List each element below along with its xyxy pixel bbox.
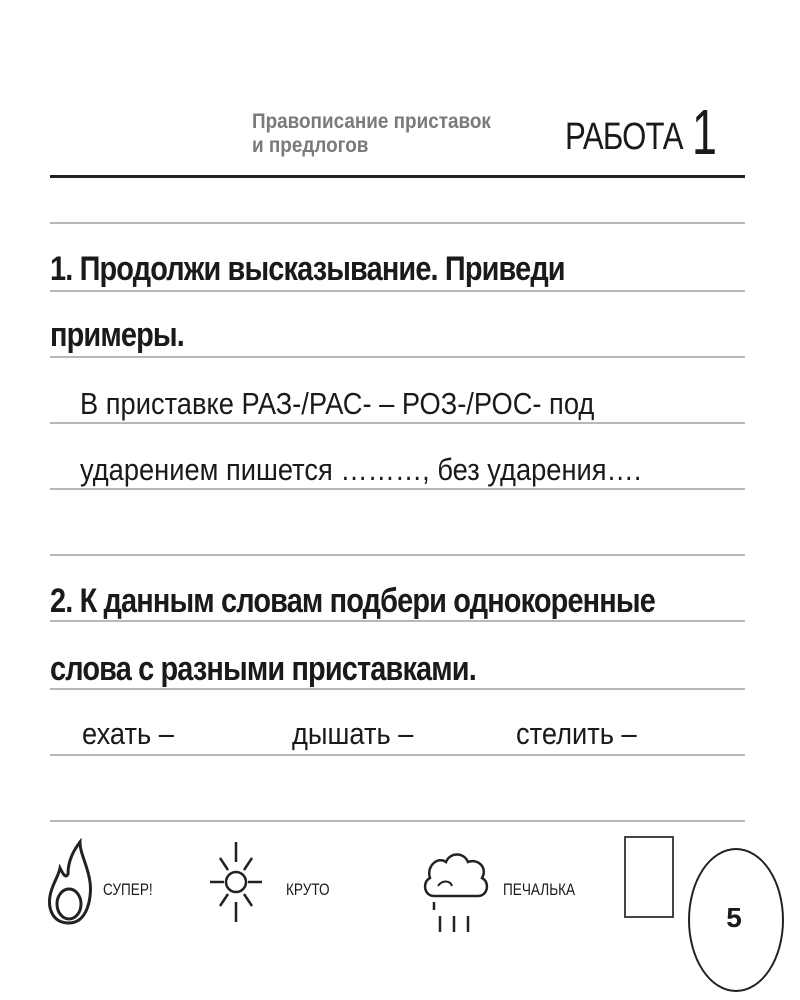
word-item: стелить – bbox=[516, 716, 637, 751]
fire-icon bbox=[44, 838, 94, 928]
rain-cloud-icon bbox=[420, 846, 492, 938]
rating-label-pechalka: ПЕЧАЛЬКА bbox=[503, 880, 576, 899]
ruled-line bbox=[50, 356, 745, 358]
work-number: 1 bbox=[692, 96, 717, 168]
ruled-line bbox=[50, 488, 745, 490]
self-assessment-checkbox[interactable] bbox=[624, 836, 674, 918]
word-item: ехать – bbox=[82, 716, 174, 751]
header-rule bbox=[50, 175, 745, 178]
task1-title-line2: примеры. bbox=[50, 316, 184, 354]
ruled-line bbox=[50, 222, 745, 224]
ruled-line bbox=[50, 290, 745, 292]
task1-body-line2: ударением пишется ………, без ударения…. bbox=[80, 452, 642, 487]
task1-title-line1: 1. Продолжи высказывание. Приведи bbox=[50, 250, 565, 288]
ruled-line bbox=[50, 422, 745, 424]
rating-label-super: СУПЕР! bbox=[103, 880, 153, 899]
task1-body-line1: В приставке РАЗ-/РАС- – РОЗ-/РОС- под bbox=[80, 386, 595, 421]
sun-icon bbox=[208, 838, 264, 926]
topic-subtitle bbox=[252, 110, 513, 158]
task2-title-line1: 2. К данным словам подбери однокоренные bbox=[50, 582, 655, 620]
topic-subtitle-line1: Правописание приставок bbox=[252, 110, 491, 133]
ruled-line bbox=[50, 554, 745, 556]
task2-title-line2: слова с разными приставками. bbox=[50, 650, 476, 688]
rating-label-kruto: КРУТО bbox=[286, 880, 330, 899]
word-item: дышать – bbox=[292, 716, 414, 751]
topic-subtitle-line2: и предлогов bbox=[252, 134, 369, 157]
ruled-line bbox=[50, 754, 745, 756]
work-label: РАБОТА bbox=[565, 116, 683, 158]
ruled-line bbox=[50, 820, 745, 822]
page-number: 5 bbox=[726, 902, 742, 933]
